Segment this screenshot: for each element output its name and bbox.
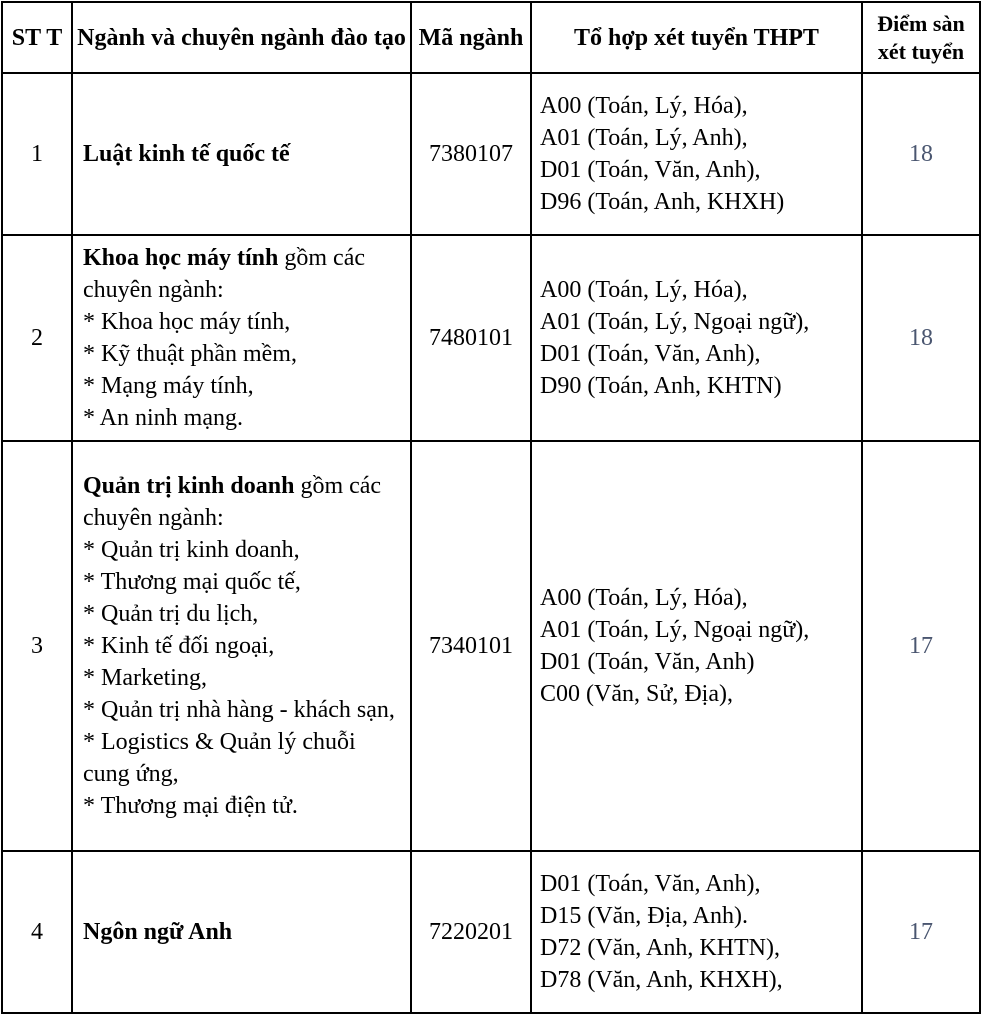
major-suffix: gồm các chuyên ngành: [83,473,382,531]
code-cell: 7220201 [411,851,531,1013]
score-cell: 17 [862,851,980,1013]
combo-line: A00 (Toán, Lý, Hóa), [540,93,748,119]
major-name: Quản trị kinh doanh [83,473,295,499]
combo-line: A01 (Toán, Lý, Anh), [540,125,748,151]
stt-cell: 3 [2,441,72,851]
specialty-item: * Thương mại điện tử. [83,793,298,819]
header-code: Mã ngành [411,2,531,73]
combo-line: D90 (Toán, Anh, KHTN) [540,373,782,399]
combo-line: D78 (Văn, Anh, KHXH), [540,967,783,993]
table-row [2,235,980,441]
score-cell: 18 [862,235,980,441]
combo-line: D01 (Toán, Văn, Anh), [540,157,761,183]
combo-line: D72 (Văn, Anh, KHTN), [540,935,780,961]
combo-line: A00 (Toán, Lý, Hóa), [540,277,748,303]
header-major: Ngành và chuyên ngành đào tạo [72,2,411,73]
specialty-item: * Mạng máy tính, [83,373,254,399]
specialty-item: * Marketing, [83,665,207,691]
major-title [83,242,404,306]
code-cell: 7480101 [411,235,531,441]
combo-cell [531,235,862,441]
specialty-item: * Khoa học máy tính, [83,309,291,335]
major-cell [72,441,411,851]
major-cell [72,851,411,1013]
specialty-item: * Kinh tế đối ngoại, [83,633,275,659]
table-header-row [2,2,980,73]
combo-cell [531,441,862,851]
major-name: Luật kinh tế quốc tế [83,141,290,167]
major-cell [72,73,411,235]
table-row [2,441,980,851]
header-stt: ST T [2,2,72,73]
admission-table [1,1,981,1014]
combo-line: C00 (Văn, Sử, Địa), [540,681,733,707]
specialty-item: * Quản trị du lịch, [83,601,259,627]
header-score: Điểm sàn xét tuyển [862,2,980,73]
score-cell: 17 [862,441,980,851]
stt-cell: 4 [2,851,72,1013]
table-row [2,73,980,235]
specialty-item: * Quản trị kinh doanh, [83,537,300,563]
combo-line: D01 (Toán, Văn, Anh), [540,341,761,367]
major-name: Khoa học máy tính [83,245,279,271]
major-name: Ngôn ngữ Anh [83,919,233,945]
score-cell: 18 [862,73,980,235]
combo-line: D96 (Toán, Anh, KHXH) [540,189,785,215]
code-cell: 7380107 [411,73,531,235]
header-combo: Tổ hợp xét tuyển THPT [531,2,862,73]
combo-line: D01 (Toán, Văn, Anh), [540,871,761,897]
specialty-item: * Quản trị nhà hàng - khách sạn, [83,697,395,723]
code-cell: 7340101 [411,441,531,851]
major-cell [72,235,411,441]
specialty-item: * An ninh mạng. [83,405,243,431]
combo-line: A00 (Toán, Lý, Hóa), [540,585,748,611]
table-row [2,851,980,1013]
major-title [83,470,404,534]
specialty-item: * Logistics & Quản lý chuỗi cung ứng, [83,729,356,787]
stt-cell: 1 [2,73,72,235]
specialty-item: * Kỹ thuật phần mềm, [83,341,297,367]
combo-cell [531,73,862,235]
combo-cell [531,851,862,1013]
stt-cell: 2 [2,235,72,441]
specialty-item: * Thương mại quốc tế, [83,569,301,595]
major-suffix: gồm các chuyên ngành: [83,245,365,303]
combo-line: A01 (Toán, Lý, Ngoại ngữ), [540,309,810,335]
combo-line: D15 (Văn, Địa, Anh). [540,903,748,929]
combo-line: D01 (Toán, Văn, Anh) [540,649,755,675]
combo-line: A01 (Toán, Lý, Ngoại ngữ), [540,617,810,643]
